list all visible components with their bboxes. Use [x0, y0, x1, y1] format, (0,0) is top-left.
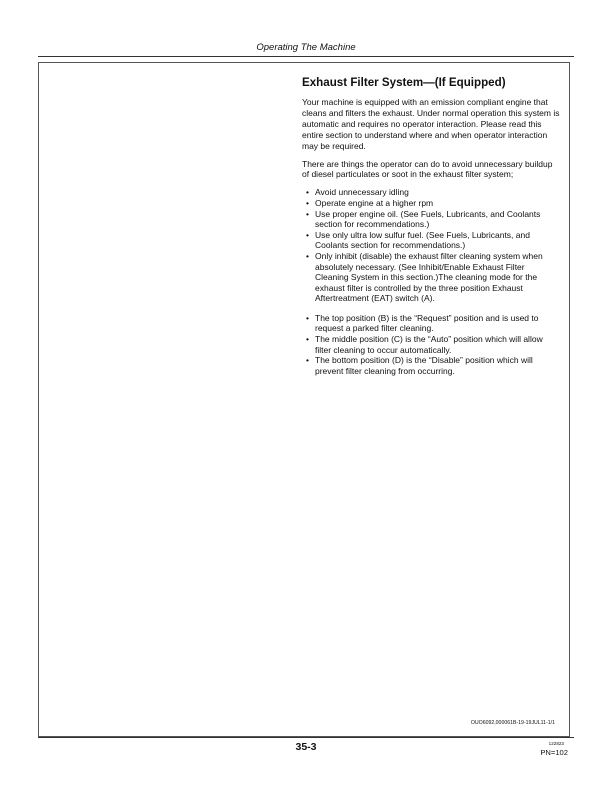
list-item-text: The top position (B) is the “Request” position and is used to request a parked filter cleaning.	[315, 312, 539, 334]
list-item	[302, 355, 560, 376]
section-heading: Exhaust Filter System—(If Equipped)	[302, 76, 506, 89]
list-item	[302, 334, 560, 355]
intro-paragraph: Your machine is equipped with an emission compliant engine that cleans and filters the exhaust. Under normal operation this system is automatic and requires no operator interaction. Please read this entire section to understand where and when operator interaction may be required.	[302, 97, 560, 151]
date-code: 122823	[548, 741, 564, 746]
list-item-text: Use proper engine oil. (See Fuels, Lubricants, and Coolants section for recommendations.)	[315, 208, 541, 230]
operator-tips-paragraph: There are things the operator can do to avoid unnecessary buildup of diesel particulates or soot in the exhaust filter system;	[302, 158, 553, 180]
bullet-icon: •	[306, 197, 309, 208]
bullet-icon: •	[306, 334, 309, 345]
list-item	[302, 198, 560, 209]
list-item-text: Only inhibit (disable) the exhaust filter cleaning system when absolutely necessary. (See Inhibit/Enable Exhaust Filter Cleaning System in this section.)The cleaning mode for the exhaust filter is controlled by the three position Exhaust Aftertreatment (EAT) switch (A).	[315, 250, 543, 304]
bullet-icon: •	[306, 229, 309, 240]
bullet-icon: •	[306, 250, 309, 261]
list-item	[302, 251, 560, 304]
pn-number: PN=102	[540, 748, 568, 757]
list-item	[302, 230, 560, 251]
list-item-text: Operate engine at a higher rpm	[315, 197, 434, 208]
bullet-icon: •	[306, 355, 309, 366]
switch-positions-list	[302, 313, 560, 377]
page-number: 35-3	[295, 741, 317, 753]
list-item-text: Avoid unnecessary idling	[315, 187, 409, 198]
header-rule	[38, 56, 574, 57]
bullet-icon: •	[306, 208, 309, 219]
list-item-text: Use only ultra low sulfur fuel. (See Fuels, Lubricants, and Coolants section for recommendations.)	[315, 229, 530, 251]
document-id: OUO6092,000061B-19-19JUL11-1/1	[470, 720, 555, 726]
footer-rule	[38, 737, 574, 738]
operator-tips-list	[302, 187, 560, 304]
section-column	[302, 72, 560, 380]
list-item-text: The bottom position (D) is the “Disable” position which will prevent filter cleaning from occurring.	[315, 355, 533, 376]
bullet-icon: •	[306, 312, 309, 323]
list-item	[302, 187, 560, 198]
list-item	[302, 313, 560, 334]
list-item-text: The middle position (C) is the “Auto” position which will allow filter cleaning to occur automatically.	[315, 334, 543, 355]
bullet-icon: •	[306, 187, 309, 198]
list-item	[302, 209, 560, 230]
running-header: Operating The Machine	[256, 42, 356, 53]
